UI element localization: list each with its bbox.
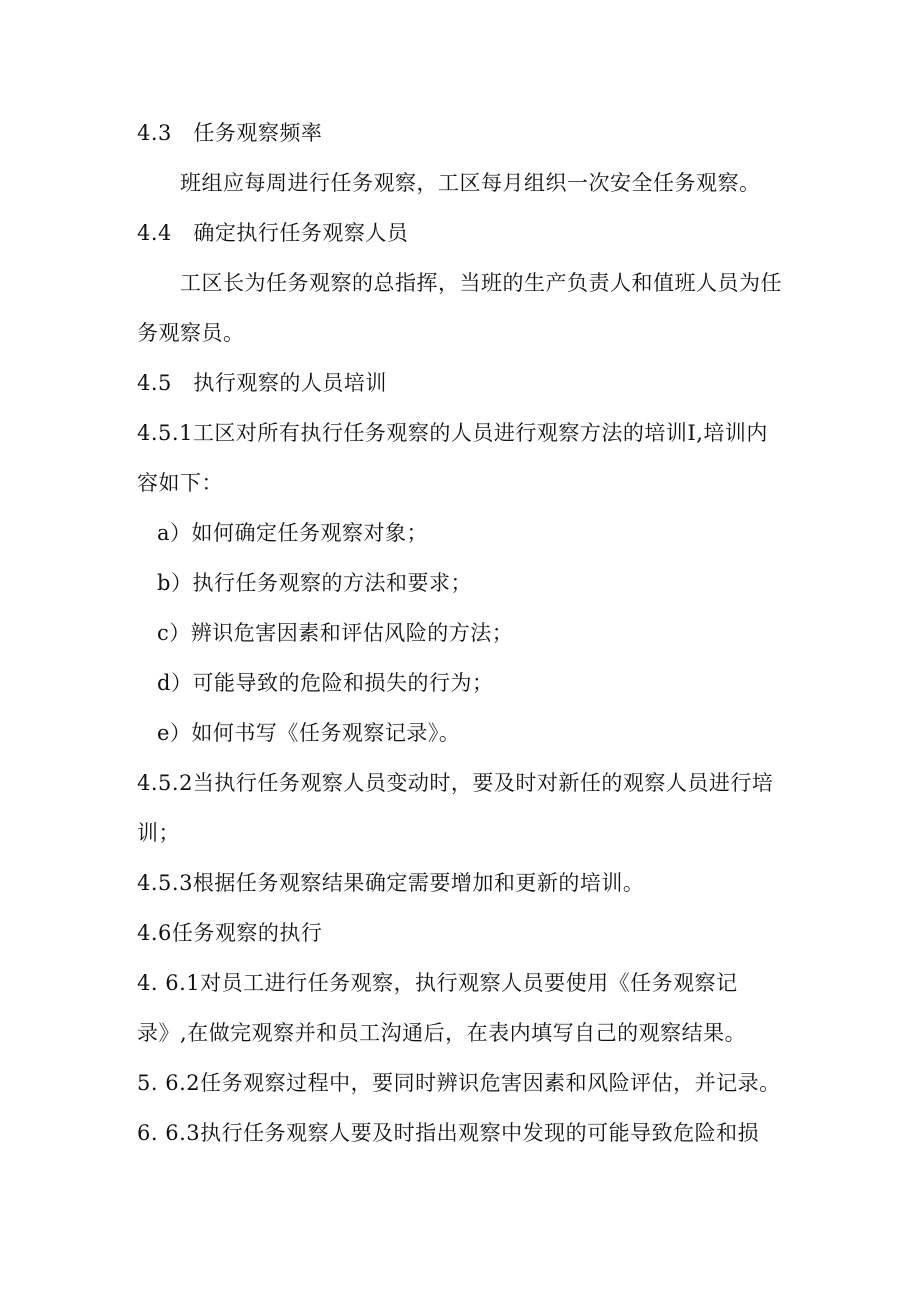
paragraph-line: 6. 6.3执行任务观察人要及时指出观察中发现的可能导致危险和损 (137, 1121, 760, 1145)
list-item: c）辨识危害因素和评估风险的方法； (157, 621, 514, 645)
paragraph-line: 训； (137, 821, 180, 845)
section-heading-4-5: 4.5 执行观察的人员培训 (137, 371, 387, 395)
section-heading-4-4: 4.4 确定执行任务观察人员 (137, 221, 409, 245)
list-item: b）执行任务观察的方法和要求； (157, 571, 472, 595)
paragraph-line: 工区长为任务观察的总指挥，当班的生产负责人和值班人员为任 (180, 271, 782, 295)
paragraph-line: 容如下： (137, 471, 223, 495)
paragraph-line: 5. 6.2任务观察过程中，要同时辨识危害因素和风险评估，并记录。 (137, 1071, 781, 1095)
paragraph-line: 4. 6.1对员工进行任务观察，执行观察人员要使用《任务观察记 (137, 971, 738, 995)
list-item: e）如何书写《任务观察记录》。 (157, 721, 461, 745)
paragraph-line: 4.5.1工区对所有执行任务观察的人员进行观察方法的培训I,培训内 (137, 421, 768, 445)
section-heading-4-3: 4.3 任务观察频率 (137, 121, 323, 145)
section-heading-4-6: 4.6任务观察的执行 (137, 921, 323, 945)
paragraph-line: 4.5.3根据任务观察结果确定需要增加和更新的培训。 (137, 871, 645, 895)
paragraph-line: 4.5.2当执行任务观察人员变动时，要及时对新任的观察人员进行培 (137, 771, 774, 795)
paragraph-line: 务观察员。 (137, 321, 245, 345)
paragraph-line: 班组应每周进行任务观察，工区每月组织一次安全任务观察。 (180, 171, 761, 195)
paragraph-line: 录》,在做完观察并和员工沟通后，在表内填写自己的观察结果。 (137, 1021, 747, 1045)
list-item: a）如何确定任务观察对象； (157, 521, 429, 545)
list-item: d）可能导致的危险和损失的行为； (157, 671, 494, 695)
